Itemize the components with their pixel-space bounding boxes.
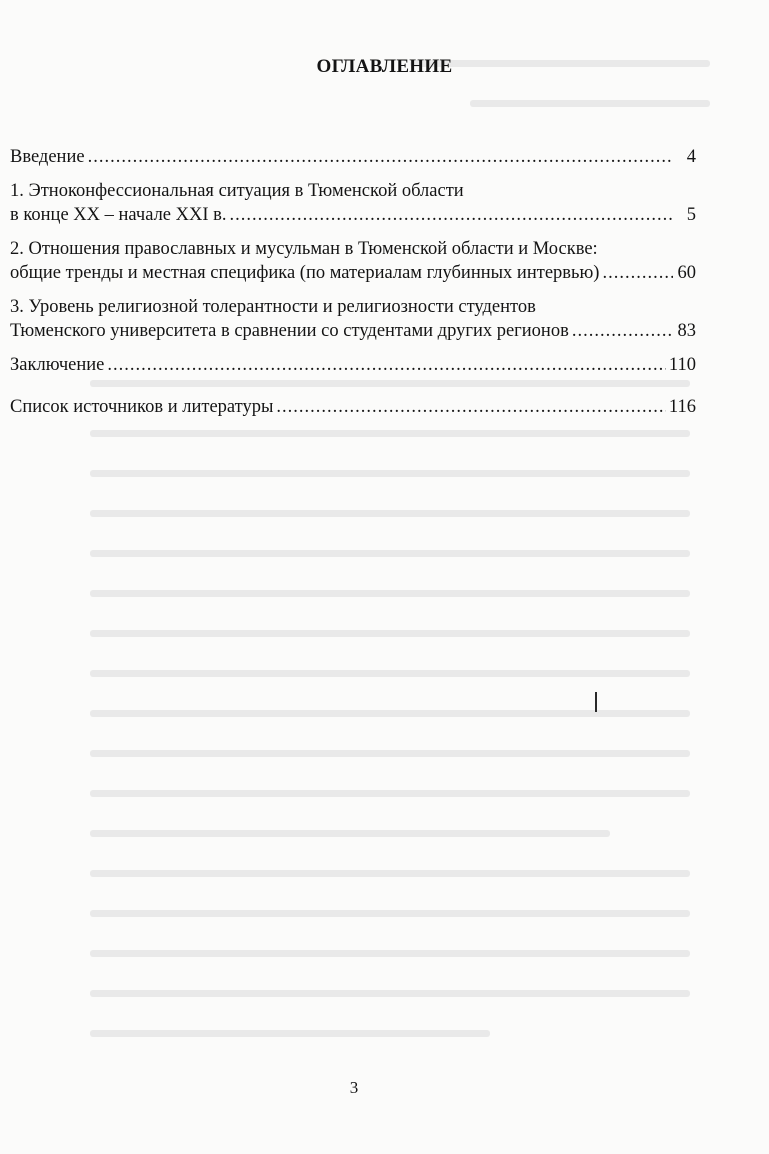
toc-entry-page: 110 — [668, 355, 696, 375]
toc-entry-title-line: 3. Уровень религиозной толерантности и религиозности студентов — [10, 297, 536, 317]
toc-entry-title: Заключение — [10, 355, 105, 375]
toc-entry-page: 83 — [677, 321, 696, 341]
toc-entry-page: 5 — [686, 205, 696, 225]
toc-leader-dots — [107, 353, 666, 377]
toc-entry-intro[interactable] — [10, 145, 696, 169]
toc-entry-title-line: 2. Отношения православных и мусульман в Тюменской области и Москве: — [10, 239, 598, 259]
toc-leader-dots — [602, 261, 673, 285]
toc-entry-title: Введение — [10, 147, 85, 167]
toc-entry-title-line: 1. Этноконфессиональная ситуация в Тюменской области — [10, 181, 464, 201]
toc-entry-chapter-3[interactable] — [10, 295, 696, 343]
toc-entry-page: 4 — [686, 147, 696, 167]
page-number: 3 — [349, 1078, 359, 1097]
toc-entry-chapter-1[interactable] — [10, 179, 696, 227]
toc-leader-dots — [230, 203, 674, 227]
table-of-contents — [10, 145, 696, 429]
toc-entry-chapter-2[interactable] — [10, 237, 696, 285]
toc-entry-page: 116 — [668, 397, 696, 417]
scan-artifact-mark — [595, 692, 597, 712]
toc-entry-bibliography[interactable] — [10, 395, 696, 419]
toc-entry-title: Тюменского университета в сравнении со студентами других регионов — [10, 321, 569, 341]
toc-leader-dots — [88, 145, 673, 169]
toc-entry-title: общие тренды и местная специфика (по материалам глубинных интервью) — [10, 263, 600, 283]
toc-leader-dots — [276, 395, 666, 419]
page-title: ОГЛАВЛЕНИЕ — [316, 56, 453, 77]
toc-entry-page: 60 — [677, 263, 696, 283]
toc-entry-title: Список источников и литературы — [10, 397, 274, 417]
toc-entry-title: в конце XX – начале XXI в. — [10, 205, 227, 225]
toc-entry-conclusion[interactable] — [10, 353, 696, 377]
toc-leader-dots — [572, 319, 673, 343]
